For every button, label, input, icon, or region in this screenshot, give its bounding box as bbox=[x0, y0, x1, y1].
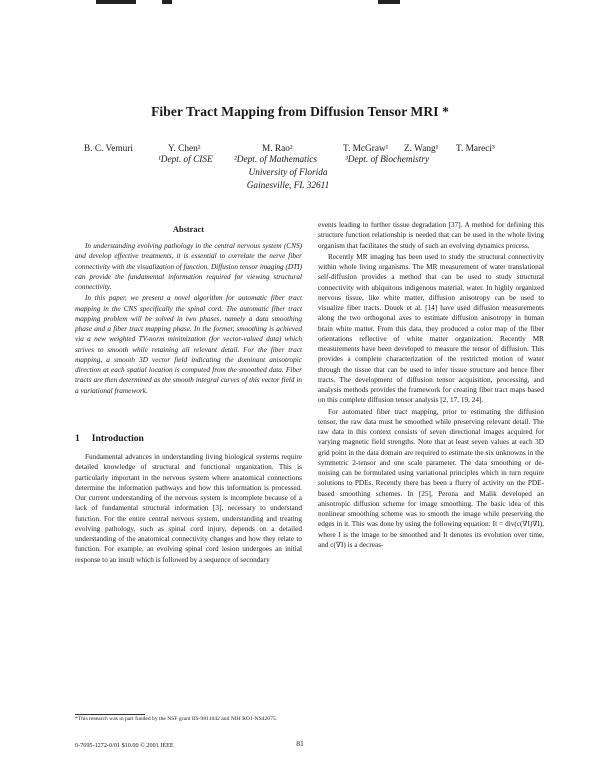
abstract-paragraph: In understanding evolving pathology in the central nervous system (CNS) and develop effective treatments, it is essential to correlate the nerve fiber connectivity with the visualization of function. Diffusion tensor imaging (DTI) can provide the fundamental information required for viewing structural connectivity. bbox=[75, 242, 302, 291]
body-paragraph: events leading to further tissue degradation [37]. A method for defining this structure function relationship is needed that can be used in the whole living organism that facilitates the study of such an evolving dynamics process. bbox=[318, 221, 544, 250]
introduction-body bbox=[75, 452, 302, 565]
section-heading-introduction bbox=[75, 433, 144, 444]
section-number: 1 bbox=[75, 433, 80, 444]
copyright-notice: 0-7695-1272-0/01 $10.00 © 2001 IEEE bbox=[75, 742, 174, 749]
introduction-paragraph: Fundamental advances in understanding living biological systems require detailed knowledge of structural and functional organization. This is particularly important in the nervous system where anatomical connections determine the information pathways and how this information is processed. Our current understanding of the nervous system is incomplete because of a lack of fundamental structural information [3], necessary to understand function. For the entire central nervous system, understanding and treating evolving pathology, such as spinal cord injury, depends on a detailed understanding of the anatomical connectivity changes and how they relate to function. For example, an evolving spinal cord lesion undergoes an initial response to an insult which is followed by a sequence of secondary bbox=[75, 453, 302, 564]
affiliation-city: Gainesville, FL 32611 bbox=[246, 181, 330, 191]
affiliation-cise: ¹Dept. of CISE bbox=[158, 155, 213, 165]
body-paragraph: Recently MR imaging has been used to study the structural connectivity within whole living organisms. The MR measurement of water translational self-diffusion provides a method that can be used to study structural connectivity with ubiquitous indigenous material, water. In highly organized nervous tissue, like white matter, diffusion anisotropy can be used to visualize fiber tracts. Douek et al. [14] have used diffusion measurements along the two orthogonal axes to estimate diffusion anisotropy in human brain white matter. From this data, they produced a color map of the fiber orientations reflective of white matter organization. Recently MR measurements have been developed to measure the tensor of diffusion. This provides a complete characterization of the restricted motion of water through the tissue that can be used to infer tissue structure and hence fiber tracts. The development of diffusion tensor acquisition, processing, and analysis methods provides the framework for creating fiber tract maps based on this complete diffusion tensor analysis [2, 17, 19, 24]. bbox=[318, 252, 544, 405]
abstract-paragraph: In this paper, we present a novel algorithm for automatic fiber tract mapping in the CNS specifically the spinal cord. The automatic fiber tract mapping problem will be solved in two phases, namely a data smoothing phase and a fiber tract mapping phase. In the former, smoothing is achieved via a new weighted TV-norm minimization (for vector-valued data) which strives to smooth while retaining all relevant detail. For the fiber tract mapping, a smooth 3D vector field indicating the dominant anisotropic direction at each spatial location is computed from the smoothed data. Fiber tracts are then determined as the smooth integral curves of this vector field in a variational framework. bbox=[75, 294, 302, 395]
footnote: *This research was in part funded by the NSF grant IIS-9811042 and NIH RO1-NS42075. bbox=[75, 716, 278, 722]
affiliation-math: ²Dept. of Mathematics bbox=[234, 155, 318, 165]
footnote-rule bbox=[75, 714, 145, 715]
author-rao: M. Rao² bbox=[262, 144, 293, 154]
right-column bbox=[318, 220, 544, 550]
section-title: Introduction bbox=[91, 433, 144, 444]
paper-title: Fiber Tract Mapping from Diffusion Tensor MRI * bbox=[151, 104, 449, 119]
author-chen: Y. Chen² bbox=[168, 144, 201, 154]
scan-mark-left bbox=[96, 0, 136, 4]
author-wang: Z. Wang¹ bbox=[404, 144, 439, 154]
scan-mark-right bbox=[378, 0, 400, 4]
abstract-body bbox=[75, 241, 302, 396]
author-vemuri: B. C. Vemuri bbox=[84, 144, 133, 154]
author-mcgraw: T. McGraw¹ bbox=[343, 144, 389, 154]
author-mareci: T. Mareci³ bbox=[456, 144, 495, 154]
page-number: 81 bbox=[296, 739, 304, 748]
scan-mark-mid bbox=[162, 0, 172, 4]
body-paragraph: For automated fiber tract mapping, prior to estimating the diffusion tensor, the raw data must be smoothed while preserving relevant detail. The raw data in this context consists of seven directional images acquired for varying magnetic field strengths. Note that at least seven values at each 3D grid point in the data domain are required to estimate the six unknowns in the symmetric 2-tensor and one scale parameter. The data smoothing or de-noising can be formulated using variational principles which in turn require solutions to PDEs. Recently there has been a flurry of activity on the PDE-based smoothing schemes. In [25], Perona and Malik developed an anisotropic diffusion scheme for image smoothing. The basic idea of this nonlinear smoothing scheme was to smooth the image while preserving the edges in it. This was done by using the following equation: It = div(c(∇I)∇I), where I is the image to be smoothed and It denotes its evolution over time, and c(∇I) is a decreas- bbox=[318, 407, 544, 549]
affiliation-university: University of Florida bbox=[248, 168, 328, 178]
abstract-heading: Abstract bbox=[172, 225, 205, 234]
affiliation-biochem: ³Dept. of Biochemistry bbox=[345, 155, 430, 165]
